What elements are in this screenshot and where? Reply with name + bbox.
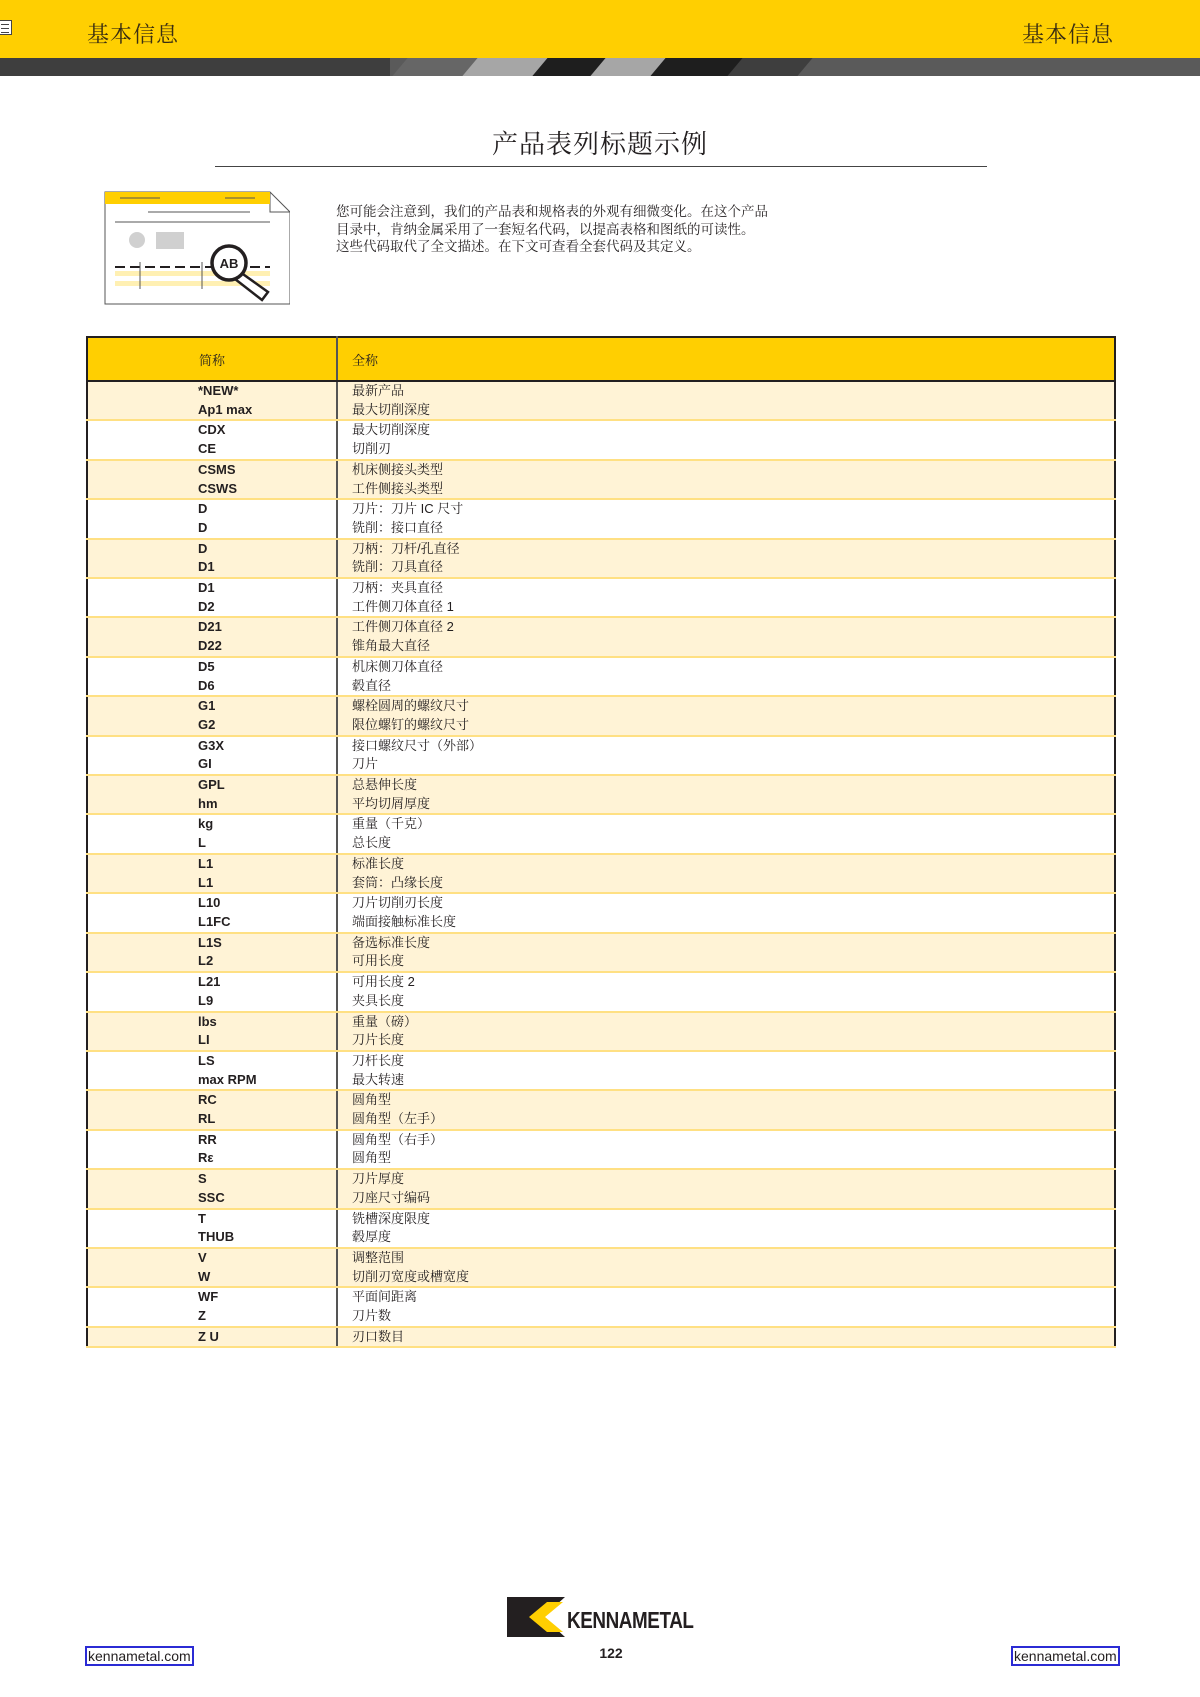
table-row xyxy=(87,460,1115,480)
description-cell: 最新产品 xyxy=(337,381,1115,401)
table-row xyxy=(87,874,1115,894)
table-row xyxy=(87,480,1115,500)
code-cell: D xyxy=(87,519,337,539)
description-cell: 螺栓圆周的螺纹尺寸 xyxy=(337,696,1115,716)
title-divider xyxy=(215,166,987,167)
table-row xyxy=(87,1268,1115,1288)
table-row xyxy=(87,598,1115,618)
description-cell: 备选标准长度 xyxy=(337,933,1115,953)
table-row xyxy=(87,1169,1115,1189)
description-cell: 切削刃宽度或槽宽度 xyxy=(337,1268,1115,1288)
table-row xyxy=(87,1209,1115,1229)
table-row xyxy=(87,913,1115,933)
description-cell: 重量（千克） xyxy=(337,814,1115,834)
code-cell: D6 xyxy=(87,677,337,697)
section-title-left: 基本信息 xyxy=(87,22,180,47)
table-row xyxy=(87,992,1115,1012)
code-cell: CE xyxy=(87,440,337,460)
table-row xyxy=(87,1189,1115,1209)
section-header xyxy=(0,0,1200,58)
description-cell: 接口螺纹尺寸（外部） xyxy=(337,736,1115,756)
page-number: 122 xyxy=(599,1645,623,1661)
website-link-right[interactable]: kennametal.com xyxy=(1011,1646,1120,1666)
description-cell: 圆角型 xyxy=(337,1149,1115,1169)
table-row xyxy=(87,1012,1115,1032)
description-cell: 铣槽深度限度 xyxy=(337,1209,1115,1229)
code-cell: WF xyxy=(87,1287,337,1307)
description-cell: 圆角型（左手） xyxy=(337,1110,1115,1130)
code-cell: RR xyxy=(87,1130,337,1150)
section-title-right: 基本信息 xyxy=(1021,22,1114,47)
table-row xyxy=(87,1327,1115,1348)
code-cell: D1 xyxy=(87,578,337,598)
code-cell: L xyxy=(87,834,337,854)
code-cell: max RPM xyxy=(87,1071,337,1091)
description-cell: 最大转速 xyxy=(337,1071,1115,1091)
table-row xyxy=(87,1287,1115,1307)
column-header-short: 简称 xyxy=(87,337,337,381)
code-cell: CSMS xyxy=(87,460,337,480)
description-cell: 夹具长度 xyxy=(337,992,1115,1012)
table-row xyxy=(87,1149,1115,1169)
website-link-left[interactable]: kennametal.com xyxy=(85,1646,194,1666)
table-row xyxy=(87,775,1115,795)
table-row xyxy=(87,893,1115,913)
table-row xyxy=(87,657,1115,677)
description-cell: 铣削：接口直径 xyxy=(337,519,1115,539)
description-cell: 最大切削深度 xyxy=(337,420,1115,440)
description-cell: 最大切削深度 xyxy=(337,401,1115,421)
code-cell: CSWS xyxy=(87,480,337,500)
table-row xyxy=(87,499,1115,519)
code-cell: Z U xyxy=(87,1327,337,1348)
code-cell: RL xyxy=(87,1110,337,1130)
description-cell: 锥角最大直径 xyxy=(337,637,1115,657)
code-cell: Z xyxy=(87,1307,337,1327)
code-cell: D5 xyxy=(87,657,337,677)
table-row xyxy=(87,558,1115,578)
description-cell: 可用长度 2 xyxy=(337,972,1115,992)
code-cell: L1FC xyxy=(87,913,337,933)
table-row xyxy=(87,972,1115,992)
description-cell: 切削刃 xyxy=(337,440,1115,460)
table-row xyxy=(87,381,1115,401)
table-magnifier-icon xyxy=(100,184,290,309)
description-cell: 毂厚度 xyxy=(337,1228,1115,1248)
intro-line: 这些代码取代了全文描述。在下文可查看全套代码及其定义。 xyxy=(336,239,701,254)
description-cell: 刃口数目 xyxy=(337,1327,1115,1348)
intro-paragraph xyxy=(336,203,836,256)
description-cell: 刀柄：夹具直径 xyxy=(337,578,1115,598)
description-cell: 平面间距离 xyxy=(337,1287,1115,1307)
table-row xyxy=(87,1051,1115,1071)
code-cell: hm xyxy=(87,795,337,815)
code-cell: THUB xyxy=(87,1228,337,1248)
table-row xyxy=(87,440,1115,460)
description-cell: 刀片切削刃长度 xyxy=(337,893,1115,913)
code-cell: G3X xyxy=(87,736,337,756)
code-cell: D22 xyxy=(87,637,337,657)
description-cell: 铣削：刀具直径 xyxy=(337,558,1115,578)
table-row xyxy=(87,952,1115,972)
code-cell: G2 xyxy=(87,716,337,736)
description-cell: 机床侧刀体直径 xyxy=(337,657,1115,677)
description-cell: 毂直径 xyxy=(337,677,1115,697)
kennametal-logo xyxy=(507,1597,711,1637)
description-cell: 刀片厚度 xyxy=(337,1169,1115,1189)
code-cell: S xyxy=(87,1169,337,1189)
description-cell: 平均切屑厚度 xyxy=(337,795,1115,815)
description-cell: 可用长度 xyxy=(337,952,1115,972)
code-cell: SSC xyxy=(87,1189,337,1209)
column-header-full: 全称 xyxy=(337,337,1115,381)
code-cell: L2 xyxy=(87,952,337,972)
decorative-stripe xyxy=(0,58,1200,76)
code-cell: D1 xyxy=(87,558,337,578)
code-cell: V xyxy=(87,1248,337,1268)
code-cell: LS xyxy=(87,1051,337,1071)
code-cell: L21 xyxy=(87,972,337,992)
code-cell: D xyxy=(87,539,337,559)
description-cell: 调整范围 xyxy=(337,1248,1115,1268)
code-cell: CDX xyxy=(87,420,337,440)
description-cell: 刀片长度 xyxy=(337,1031,1115,1051)
description-cell: 限位螺钉的螺纹尺寸 xyxy=(337,716,1115,736)
code-cell: T xyxy=(87,1209,337,1229)
table-row xyxy=(87,677,1115,697)
table-row xyxy=(87,1228,1115,1248)
page-title: 产品表列标题示例 xyxy=(491,129,708,159)
code-cell: L10 xyxy=(87,893,337,913)
code-cell: L9 xyxy=(87,992,337,1012)
description-cell: 刀片 xyxy=(337,755,1115,775)
table-row xyxy=(87,539,1115,559)
description-cell: 刀杆长度 xyxy=(337,1051,1115,1071)
code-cell: G1 xyxy=(87,696,337,716)
table-row xyxy=(87,814,1115,834)
brand-name: KENNAMETAL xyxy=(567,1607,694,1633)
table-row xyxy=(87,519,1115,539)
note-icon[interactable] xyxy=(0,20,12,35)
description-cell: 工件侧刀体直径 2 xyxy=(337,617,1115,637)
k-logo-icon xyxy=(507,1597,567,1637)
description-cell: 工件侧刀体直径 1 xyxy=(337,598,1115,618)
table-row xyxy=(87,933,1115,953)
table-row xyxy=(87,637,1115,657)
code-cell: D xyxy=(87,499,337,519)
intro-line: 目录中，肯纳金属采用了一套短名代码，以提高表格和图纸的可读性。 xyxy=(336,221,755,237)
code-cell: GI xyxy=(87,755,337,775)
code-cell: LI xyxy=(87,1031,337,1051)
table-row xyxy=(87,617,1115,637)
description-cell: 圆角型 xyxy=(337,1090,1115,1110)
description-cell: 标准长度 xyxy=(337,854,1115,874)
table-row xyxy=(87,401,1115,421)
table-header-row xyxy=(87,337,1115,381)
code-cell: L1 xyxy=(87,854,337,874)
table-row xyxy=(87,854,1115,874)
code-cell: L1 xyxy=(87,874,337,894)
code-cell: D21 xyxy=(87,617,337,637)
table-row xyxy=(87,834,1115,854)
description-cell: 端面接触标准长度 xyxy=(337,913,1115,933)
code-cell: D2 xyxy=(87,598,337,618)
code-cell: Rε xyxy=(87,1149,337,1169)
code-cell: *NEW* xyxy=(87,381,337,401)
table-row xyxy=(87,1071,1115,1091)
table-row xyxy=(87,716,1115,736)
table-row xyxy=(87,578,1115,598)
description-cell: 工件侧接头类型 xyxy=(337,480,1115,500)
description-cell: 套筒：凸缘长度 xyxy=(337,874,1115,894)
table-row xyxy=(87,1110,1115,1130)
code-cell: RC xyxy=(87,1090,337,1110)
table-row xyxy=(87,420,1115,440)
table-row xyxy=(87,755,1115,775)
svg-text:AB: AB xyxy=(219,256,239,271)
description-cell: 机床侧接头类型 xyxy=(337,460,1115,480)
intro-line: 您可能会注意到，我们的产品表和规格表的外观有细微变化。在这个产品 xyxy=(336,204,768,219)
table-row xyxy=(87,736,1115,756)
table-row xyxy=(87,1130,1115,1150)
code-cell: GPL xyxy=(87,775,337,795)
table-row xyxy=(87,1090,1115,1110)
abbreviation-table xyxy=(86,336,1116,1348)
table-row xyxy=(87,696,1115,716)
description-cell: 总长度 xyxy=(337,834,1115,854)
description-cell: 刀座尺寸编码 xyxy=(337,1189,1115,1209)
table-row xyxy=(87,1248,1115,1268)
table-row xyxy=(87,1307,1115,1327)
description-cell: 圆角型（右手） xyxy=(337,1130,1115,1150)
code-cell: lbs xyxy=(87,1012,337,1032)
description-cell: 重量（磅） xyxy=(337,1012,1115,1032)
code-cell: Ap1 max xyxy=(87,401,337,421)
table-row xyxy=(87,795,1115,815)
description-cell: 总悬伸长度 xyxy=(337,775,1115,795)
description-cell: 刀片：刀片 IC 尺寸 xyxy=(337,499,1115,519)
description-cell: 刀柄：刀杆/孔直径 xyxy=(337,539,1115,559)
table-row xyxy=(87,1031,1115,1051)
code-cell: kg xyxy=(87,814,337,834)
code-cell: L1S xyxy=(87,933,337,953)
description-cell: 刀片数 xyxy=(337,1307,1115,1327)
code-cell: W xyxy=(87,1268,337,1288)
